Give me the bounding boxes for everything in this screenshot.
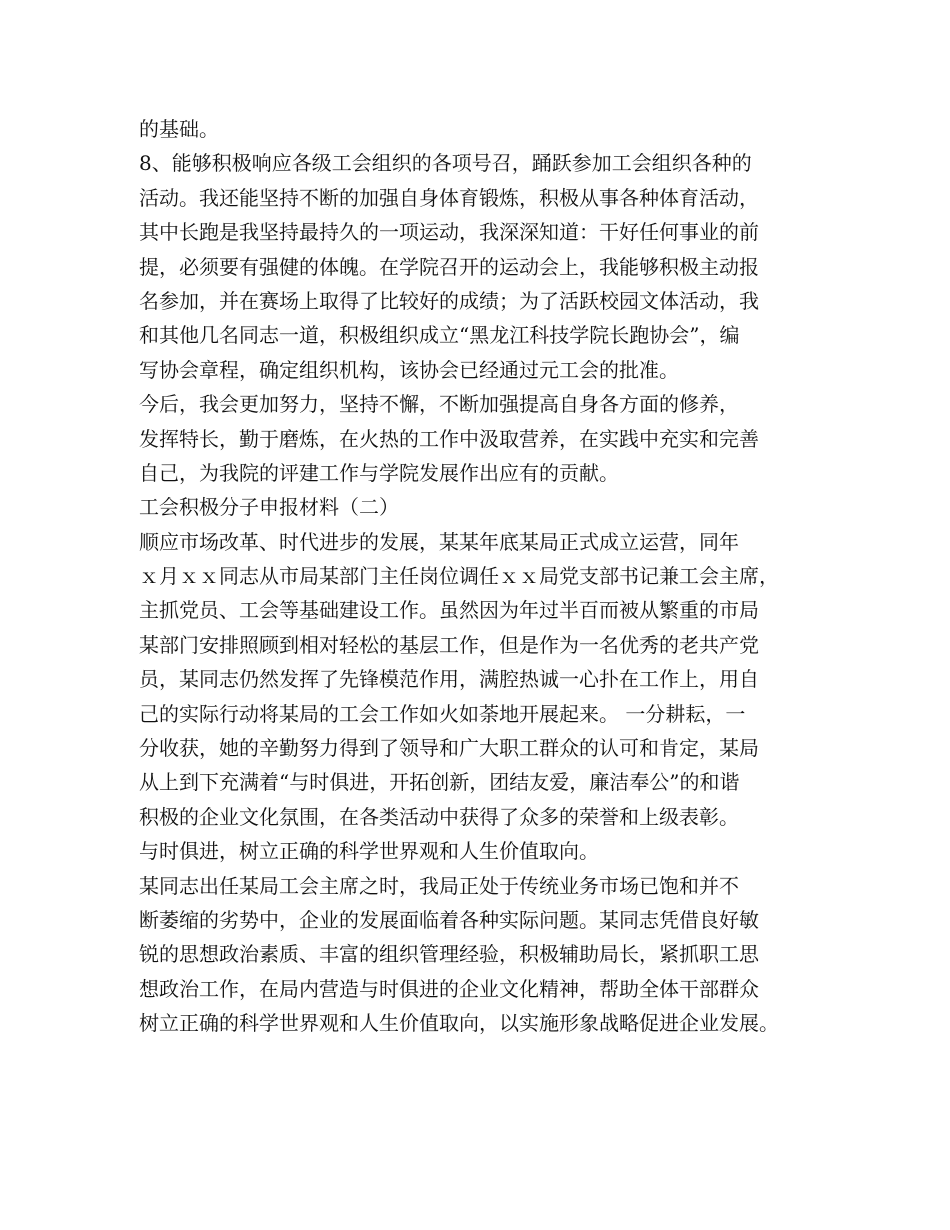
text-line: 员，某同志仍然发挥了先锋模范作用，满腔热诚一心扑在工作上，用自 <box>139 667 759 692</box>
document-body <box>139 112 829 1041</box>
text-line: 己的实际行动将某局的工会工作如火如荼地开展起来。 一分耕耘，一 <box>139 701 746 726</box>
text-line: 活动。我还能坚持不断的加强自身体育锻炼，积极从事各种体育活动， <box>139 185 759 210</box>
subheading: 与时俱进，树立正确的科学世界观和人生价值取向。 <box>139 839 599 864</box>
text-line: 某同志出任某局工会主席之时，我局正处于传统业务市场已饱和并不 <box>139 873 739 898</box>
text-line: 某部门安排照顾到相对轻松的基层工作，但是作为一名优秀的老共产党 <box>139 632 759 657</box>
text-line: 发挥特长，勤于磨炼，在火热的工作中汲取营养，在实践中充实和完善 <box>139 426 759 451</box>
text-line: 顺应市场改革、时代进步的发展，某某年底某局正式成立运营，同年 <box>139 529 739 554</box>
text-line: 8、能够积极响应各级工会组织的各项号召，踊跃参加工会组织各种的 <box>139 151 752 176</box>
text-line: 树立正确的科学世界观和人生价值取向，以实施形象战略促进企业发展。 <box>139 1011 779 1036</box>
text-line: ｘ月ｘｘ同志从市局某部门主任岗位调任ｘｘ局党支部书记兼工会主席， <box>139 564 779 589</box>
text-line: 主抓党员、工会等基础建设工作。虽然因为年过半百而被从繁重的市局 <box>139 598 759 623</box>
text-line: 名参加，并在赛场上取得了比较好的成绩；为了活跃校园文体活动，我 <box>139 288 759 313</box>
section-heading: 工会积极分子申报材料（二） <box>139 495 399 520</box>
text-line: 今后，我会更加努力，坚持不懈，不断加强提高自身各方面的修养， <box>139 392 739 417</box>
text-line: 提，必须要有强健的体魄。在学院召开的运动会上，我能够积极主动报 <box>139 254 759 279</box>
text-line: 想政治工作，在局内营造与时俱进的企业文化精神，帮助全体干部群众 <box>139 976 759 1001</box>
text-line: 从上到下充满着“与时俱进，开拓创新，团结友爱，廉洁奉公”的和谐 <box>139 770 740 795</box>
text-line: 和其他几名同志一道，积极组织成立“黑龙江科技学院长跑协会”，编 <box>139 323 740 348</box>
text-line: 断萎缩的劣势中，企业的发展面临着各种实际问题。某同志凭借良好敏 <box>139 907 759 932</box>
text-line: 的基础。 <box>139 117 219 141</box>
text-line: 自己，为我院的评建工作与学院发展作出应有的贡献。 <box>139 460 619 485</box>
text-line: 其中长跑是我坚持最持久的一项运动，我深深知道：干好任何事业的前 <box>139 220 759 245</box>
text-line: 分收获，她的辛勤努力得到了领导和广大职工群众的认可和肯定，某局 <box>139 736 759 761</box>
text-line: 写协会章程，确定组织机构，该协会已经通过元工会的批准。 <box>139 357 679 382</box>
text-line: 积极的企业文化氛围，在各类活动中获得了众多的荣誉和上级表彰。 <box>139 804 739 829</box>
text-line: 锐的思想政治素质、丰富的组织管理经验，积极辅助局长，紧抓职工思 <box>139 942 759 967</box>
